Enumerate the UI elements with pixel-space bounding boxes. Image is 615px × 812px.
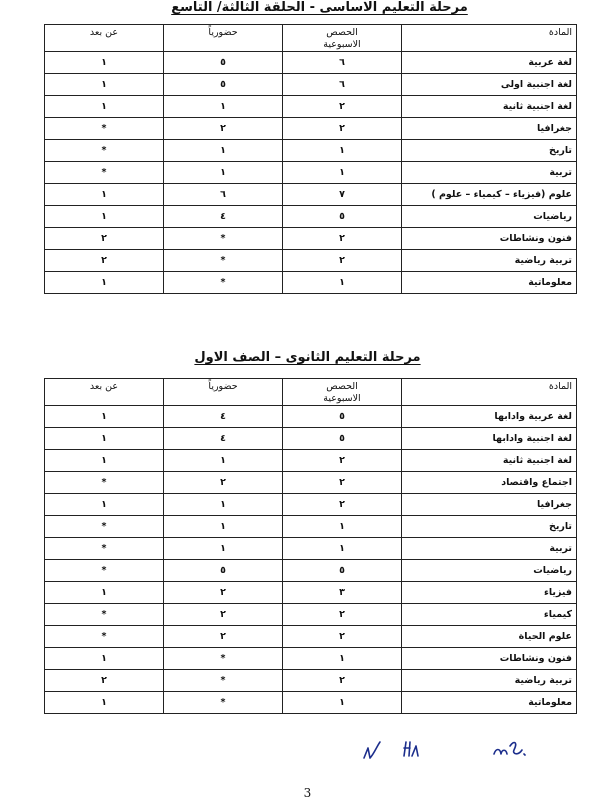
- cell-in-person: *: [164, 692, 283, 714]
- table-row: [45, 74, 577, 96]
- section-title-secondary-first: مرحلة التعليم الثانوى – الصف الاول: [194, 350, 421, 365]
- cell-weekly-periods: ٢: [283, 450, 402, 472]
- cell-in-person: ٥: [164, 52, 283, 74]
- cell-weekly-periods: ٢: [283, 626, 402, 648]
- cell-remote: ١: [45, 74, 164, 96]
- table-row: [45, 560, 577, 582]
- header-weekly-periods-line1: الحصص: [326, 27, 358, 38]
- cell-in-person: ١: [164, 162, 283, 184]
- cell-remote: *: [45, 472, 164, 494]
- table-header-row: [45, 379, 577, 406]
- cell-remote: *: [45, 516, 164, 538]
- table-row: [45, 692, 577, 714]
- cell-in-person: ١: [164, 494, 283, 516]
- cell-remote: ١: [45, 96, 164, 118]
- cell-remote: *: [45, 140, 164, 162]
- header-weekly-periods: [283, 25, 402, 52]
- cell-remote: ١: [45, 272, 164, 294]
- cell-remote: ١: [45, 406, 164, 428]
- table-row: [45, 648, 577, 670]
- table-row: [45, 250, 577, 272]
- cell-subject: رياضيات: [402, 206, 577, 228]
- cell-remote: *: [45, 604, 164, 626]
- cell-subject: لغة عربية وادابها: [402, 406, 577, 428]
- cell-subject: اجتماع واقتصاد: [402, 472, 577, 494]
- table-row: [45, 538, 577, 560]
- cell-weekly-periods: ٥: [283, 406, 402, 428]
- cell-weekly-periods: ١: [283, 648, 402, 670]
- cell-in-person: ٢: [164, 604, 283, 626]
- cell-in-person: *: [164, 272, 283, 294]
- cell-weekly-periods: ٢: [283, 494, 402, 516]
- cell-subject: تربية: [402, 538, 577, 560]
- header-weekly-periods-line2: الاسبوعية: [323, 39, 361, 50]
- table-row: [45, 96, 577, 118]
- cell-subject: معلوماتية: [402, 692, 577, 714]
- table-row: [45, 184, 577, 206]
- header-weekly-periods-line2: الاسبوعية: [323, 393, 361, 404]
- table-row: [45, 494, 577, 516]
- signature-mark-2: [404, 742, 418, 756]
- cell-in-person: *: [164, 250, 283, 272]
- cell-in-person: ٢: [164, 118, 283, 140]
- cell-in-person: ٦: [164, 184, 283, 206]
- signature-mark-1: [364, 742, 380, 758]
- cell-weekly-periods: ٢: [283, 472, 402, 494]
- cell-subject: جغرافيا: [402, 118, 577, 140]
- cell-weekly-periods: ٧: [283, 184, 402, 206]
- signature-mark-3: [494, 743, 525, 755]
- cell-subject: علوم (فيزياء – كيمياء – علوم ): [402, 184, 577, 206]
- cell-in-person: ٥: [164, 560, 283, 582]
- table-header-row: [45, 25, 577, 52]
- table-row: [45, 140, 577, 162]
- cell-weekly-periods: ١: [283, 140, 402, 162]
- cell-in-person: ٢: [164, 626, 283, 648]
- cell-subject: كيمياء: [402, 604, 577, 626]
- cell-remote: ١: [45, 494, 164, 516]
- cell-in-person: *: [164, 670, 283, 692]
- cell-weekly-periods: ٥: [283, 428, 402, 450]
- table-row: [45, 272, 577, 294]
- header-weekly-periods: [283, 379, 402, 406]
- cell-in-person: ١: [164, 538, 283, 560]
- cell-subject: لغة اجنبية ثانية: [402, 450, 577, 472]
- cell-subject: رياضيات: [402, 560, 577, 582]
- table-row: [45, 670, 577, 692]
- table-row: [45, 406, 577, 428]
- handwritten-signatures: [0, 736, 615, 766]
- page-number: 3: [303, 786, 312, 800]
- table-row: [45, 450, 577, 472]
- cell-in-person: ٢: [164, 582, 283, 604]
- cell-in-person: *: [164, 648, 283, 670]
- cell-weekly-periods: ٢: [283, 250, 402, 272]
- cell-remote: *: [45, 626, 164, 648]
- schedule-table-secondary-first: [44, 378, 577, 714]
- cell-weekly-periods: ٢: [283, 670, 402, 692]
- table-row: [45, 52, 577, 74]
- cell-in-person: ٢: [164, 472, 283, 494]
- table-row: [45, 472, 577, 494]
- cell-subject: لغة عربية: [402, 52, 577, 74]
- header-remote: عن بعد: [45, 379, 164, 406]
- cell-remote: ١: [45, 648, 164, 670]
- cell-remote: ١: [45, 206, 164, 228]
- cell-remote: ١: [45, 582, 164, 604]
- cell-in-person: ١: [164, 516, 283, 538]
- table-row: [45, 228, 577, 250]
- cell-weekly-periods: ٦: [283, 52, 402, 74]
- cell-weekly-periods: ١: [283, 692, 402, 714]
- cell-remote: *: [45, 118, 164, 140]
- cell-in-person: ١: [164, 96, 283, 118]
- cell-subject: فنون ونشاطات: [402, 228, 577, 250]
- table-row: [45, 582, 577, 604]
- table-row: [45, 162, 577, 184]
- cell-remote: ١: [45, 184, 164, 206]
- cell-in-person: ١: [164, 140, 283, 162]
- table-row: [45, 428, 577, 450]
- header-subject: المادة: [402, 379, 577, 406]
- cell-weekly-periods: ٥: [283, 206, 402, 228]
- cell-remote: ٢: [45, 228, 164, 250]
- cell-subject: علوم الحياة: [402, 626, 577, 648]
- section-title-basic-ninth: مرحلة التعليم الاساسى - الحلقة الثالثة/ التاسع: [171, 0, 468, 15]
- cell-remote: ٢: [45, 670, 164, 692]
- header-in-person: حضورياً: [164, 379, 283, 406]
- cell-subject: فيزياء: [402, 582, 577, 604]
- cell-subject: تربية رياضية: [402, 670, 577, 692]
- cell-remote: ٢: [45, 250, 164, 272]
- table-row: [45, 516, 577, 538]
- cell-weekly-periods: ٢: [283, 604, 402, 626]
- header-remote: عن بعد: [45, 25, 164, 52]
- cell-subject: لغة اجنبية اولى: [402, 74, 577, 96]
- cell-subject: تاريخ: [402, 140, 577, 162]
- cell-remote: ١: [45, 52, 164, 74]
- cell-subject: لغة اجنبية ثانية: [402, 96, 577, 118]
- table-row: [45, 206, 577, 228]
- cell-remote: *: [45, 538, 164, 560]
- cell-subject: فنون ونشاطات: [402, 648, 577, 670]
- cell-weekly-periods: ١: [283, 272, 402, 294]
- cell-remote: *: [45, 560, 164, 582]
- header-in-person: حضورياً: [164, 25, 283, 52]
- cell-in-person: ١: [164, 450, 283, 472]
- cell-subject: تاريخ: [402, 516, 577, 538]
- cell-subject: معلوماتية: [402, 272, 577, 294]
- header-subject: المادة: [402, 25, 577, 52]
- cell-weekly-periods: ٦: [283, 74, 402, 96]
- cell-remote: ١: [45, 428, 164, 450]
- cell-subject: جغرافيا: [402, 494, 577, 516]
- cell-weekly-periods: ٥: [283, 560, 402, 582]
- cell-weekly-periods: ١: [283, 162, 402, 184]
- cell-weekly-periods: ١: [283, 516, 402, 538]
- header-weekly-periods-line1: الحصص: [326, 381, 358, 392]
- cell-in-person: *: [164, 228, 283, 250]
- table-row: [45, 604, 577, 626]
- cell-weekly-periods: ٢: [283, 96, 402, 118]
- table-row: [45, 626, 577, 648]
- cell-in-person: ٤: [164, 406, 283, 428]
- cell-in-person: ٤: [164, 428, 283, 450]
- cell-weekly-periods: ٣: [283, 582, 402, 604]
- cell-subject: تربية رياضية: [402, 250, 577, 272]
- cell-subject: لغة اجنبية وادابها: [402, 428, 577, 450]
- cell-remote: ١: [45, 450, 164, 472]
- schedule-table-basic-ninth: [44, 24, 577, 294]
- table-row: [45, 118, 577, 140]
- cell-remote: ١: [45, 692, 164, 714]
- cell-weekly-periods: ٢: [283, 228, 402, 250]
- cell-in-person: ٤: [164, 206, 283, 228]
- cell-weekly-periods: ١: [283, 538, 402, 560]
- cell-weekly-periods: ٢: [283, 118, 402, 140]
- cell-subject: تربية: [402, 162, 577, 184]
- cell-remote: *: [45, 162, 164, 184]
- cell-in-person: ٥: [164, 74, 283, 96]
